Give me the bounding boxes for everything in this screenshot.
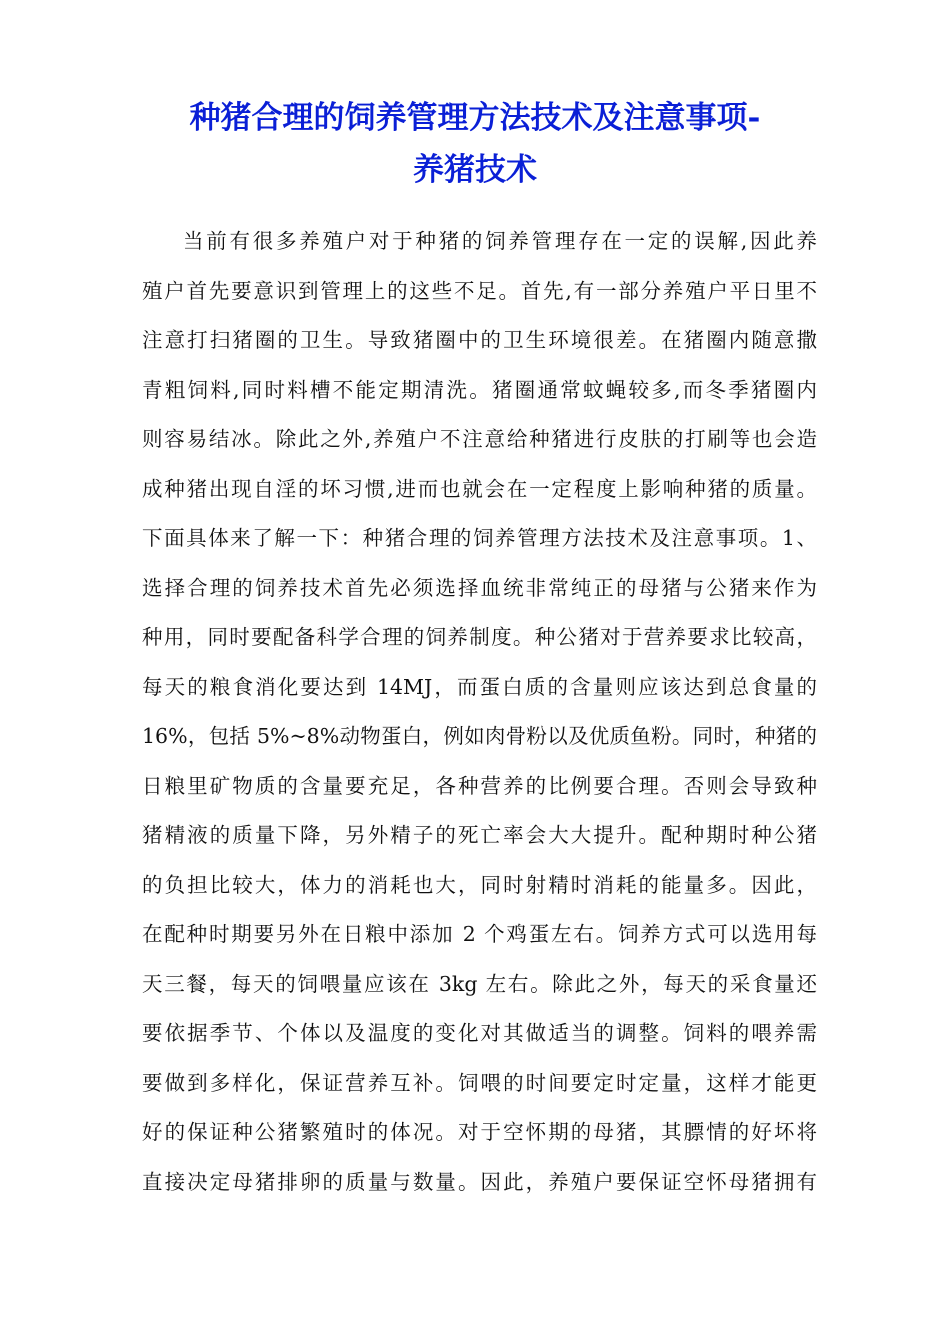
body-line: 青粗饲料,同时料槽不能定期清洗。猪圈通常蚊蝇较多,而冬季猪圈内 — [142, 377, 817, 402]
body-line: 当前有很多养殖户对于种猪的饲养管理存在一定的误解,因此养 — [183, 229, 817, 253]
body-line: 下面具体来了解一下：种猪合理的饲养管理方法技术及注意事项。1、 — [142, 526, 817, 550]
body-line: 猪精液的质量下降，另外精子的死亡率会大大提升。配种期时种公猪 — [142, 823, 817, 847]
body-line: 选择合理的饲养技术首先必须选择血统非常纯正的母猪与公猪来作为 — [142, 575, 817, 600]
title-line-2: 养猪技术 — [413, 152, 537, 188]
body-line: 注意打扫猪圈的卫生。导致猪圈中的卫生环境很差。在猪圈内随意撒 — [142, 328, 817, 352]
body-line: 日粮里矿物质的含量要充足，各种营养的比例要合理。否则会导致种 — [142, 773, 817, 798]
body-line: 在配种时期要另外在日粮中添加 2 个鸡蛋左右。饲养方式可以选用每 — [142, 922, 817, 946]
body-line: 要做到多样化，保证营养互补。饲喂的时间要定时定量，这样才能更 — [142, 1070, 817, 1095]
title-line-1: 种猪合理的饲养管理方法技术及注意事项- — [189, 100, 761, 136]
body-line: 殖户首先要意识到管理上的这些不足。首先,有一部分养殖户平日里不 — [142, 278, 817, 303]
body-line: 每天的粮食消化要达到 14MJ，而蛋白质的含量则应该达到总食量的 — [142, 674, 817, 699]
body-line: 成种猪出现自淫的坏习惯,进而也就会在一定程度上影响种猪的质量。 — [142, 476, 817, 501]
body-line: 则容易结冰。除此之外,养殖户不注意给种猪进行皮肤的打刷等也会造 — [142, 427, 817, 451]
body-line: 好的保证种公猪繁殖时的体况。对于空怀期的母猪，其膘情的好坏将 — [142, 1120, 817, 1144]
page-title — [120, 92, 830, 196]
body-line: 要依据季节、个体以及温度的变化对其做适当的调整。饲料的喂养需 — [142, 1021, 817, 1045]
body-line: 天三餐，每天的饲喂量应该在 3kg 左右。除此之外，每天的采食量还 — [142, 971, 817, 996]
body-line: 16%，包括 5%~8%动物蛋白，例如肉骨粉以及优质鱼粉。同时，种猪的 — [142, 724, 817, 748]
article-body — [142, 217, 817, 1207]
body-line: 直接决定母猪排卵的质量与数量。因此，养殖户要保证空怀母猪拥有 — [142, 1169, 817, 1194]
body-line: 种用，同时要配备科学合理的饲养制度。种公猪对于营养要求比较高， — [142, 625, 817, 649]
body-line: 的负担比较大，体力的消耗也大，同时射精时消耗的能量多。因此， — [142, 872, 817, 897]
